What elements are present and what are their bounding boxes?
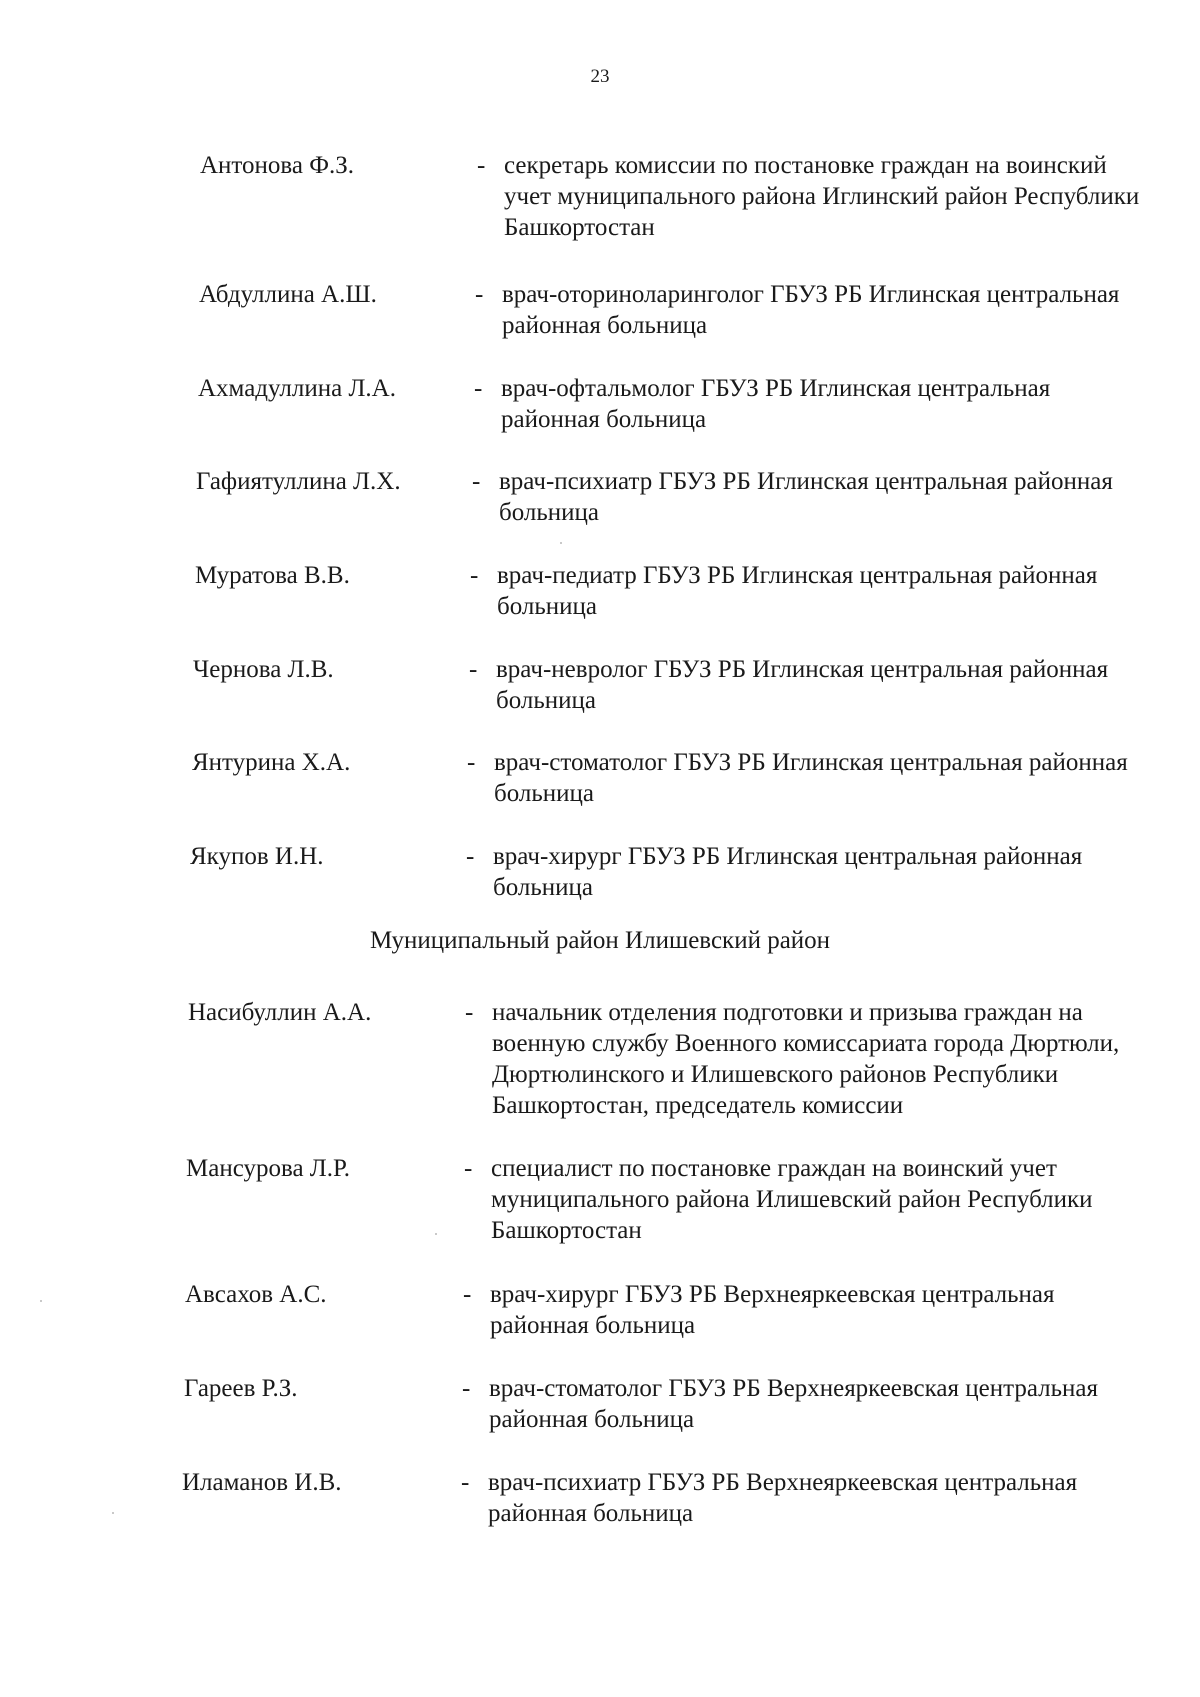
member-name: Абдуллина А.Ш. (199, 281, 377, 308)
dash-separator: - (464, 1155, 473, 1182)
member-role: врач-педиатр ГБУЗ РБ Иглинская центральная районная больница (497, 562, 1098, 620)
member-name: Ахмадуллина Л.А. (198, 375, 396, 402)
page-number: 23 (590, 66, 610, 87)
member-name: Мансурова Л.Р. (186, 1155, 351, 1182)
member-name: Гафиятуллина Л.Х. (196, 468, 401, 495)
dash-separator: - (462, 1375, 471, 1402)
scan-speck (112, 1512, 114, 1514)
dash-separator: - (469, 656, 478, 683)
member-role: начальник отделения подготовки и призыва граждан на военную службу Военного комиссариата города Дюртюли, Дюртюлинского и Илишевского районов Республики Башкортостан, председатель комиссии (492, 999, 1120, 1119)
member-role: специалист по постановке граждан на воинский учет муниципального района Илишевский район Республики Башкортостан (491, 1155, 1093, 1244)
member-name: Иламанов И.В. (182, 1469, 342, 1496)
member-role: врач-стоматолог ГБУЗ РБ Иглинская центральная районная больница (494, 749, 1128, 807)
scan-speck (40, 1300, 42, 1302)
member-role: врач-психиатр ГБУЗ РБ Иглинская центральная районная больница (499, 468, 1113, 526)
dash-separator: - (466, 843, 475, 870)
dash-separator: - (474, 375, 483, 402)
member-role: врач-психиатр ГБУЗ РБ Верхнеяркеевская центральная районная больница (488, 1469, 1078, 1527)
dash-separator: - (477, 152, 486, 179)
member-role: врач-офтальмолог ГБУЗ РБ Иглинская центральная районная больница (501, 375, 1051, 433)
member-role: врач-хирург ГБУЗ РБ Верхнеяркеевская центральная районная больница (490, 1281, 1055, 1339)
member-name: Якупов И.Н. (190, 843, 324, 870)
member-name: Янтурина Х.А. (192, 749, 351, 776)
dash-separator: - (465, 999, 474, 1026)
member-role: секретарь комиссии по постановке граждан на воинский учет муниципального района Иглинский район Республики Башкортостан (504, 152, 1140, 241)
dash-separator: - (467, 749, 476, 776)
section-title: Муниципальный район Илишевский район (369, 927, 831, 954)
member-name: Насибуллин А.А. (188, 999, 372, 1026)
member-name: Муратова В.В. (195, 562, 350, 589)
member-name: Гареев Р.З. (184, 1375, 298, 1402)
member-role: врач-невролог ГБУЗ РБ Иглинская центральная районная больница (496, 656, 1109, 714)
scan-speck (560, 542, 562, 544)
scan-speck (435, 1233, 437, 1235)
member-name: Авсахов А.С. (185, 1281, 327, 1308)
dash-separator: - (475, 281, 484, 308)
dash-separator: - (463, 1281, 472, 1308)
dash-separator: - (470, 562, 479, 589)
dash-separator: - (472, 468, 481, 495)
member-name: Чернова Л.В. (193, 656, 334, 683)
dash-separator: - (461, 1469, 470, 1496)
member-role: врач-хирург ГБУЗ РБ Иглинская центральная районная больница (493, 843, 1083, 901)
member-role: врач-стоматолог ГБУЗ РБ Верхнеяркеевская центральная районная больница (489, 1375, 1099, 1433)
member-name: Антонова Ф.З. (200, 152, 355, 179)
member-role: врач-оториноларинголог ГБУЗ РБ Иглинская центральная районная больница (502, 281, 1120, 339)
